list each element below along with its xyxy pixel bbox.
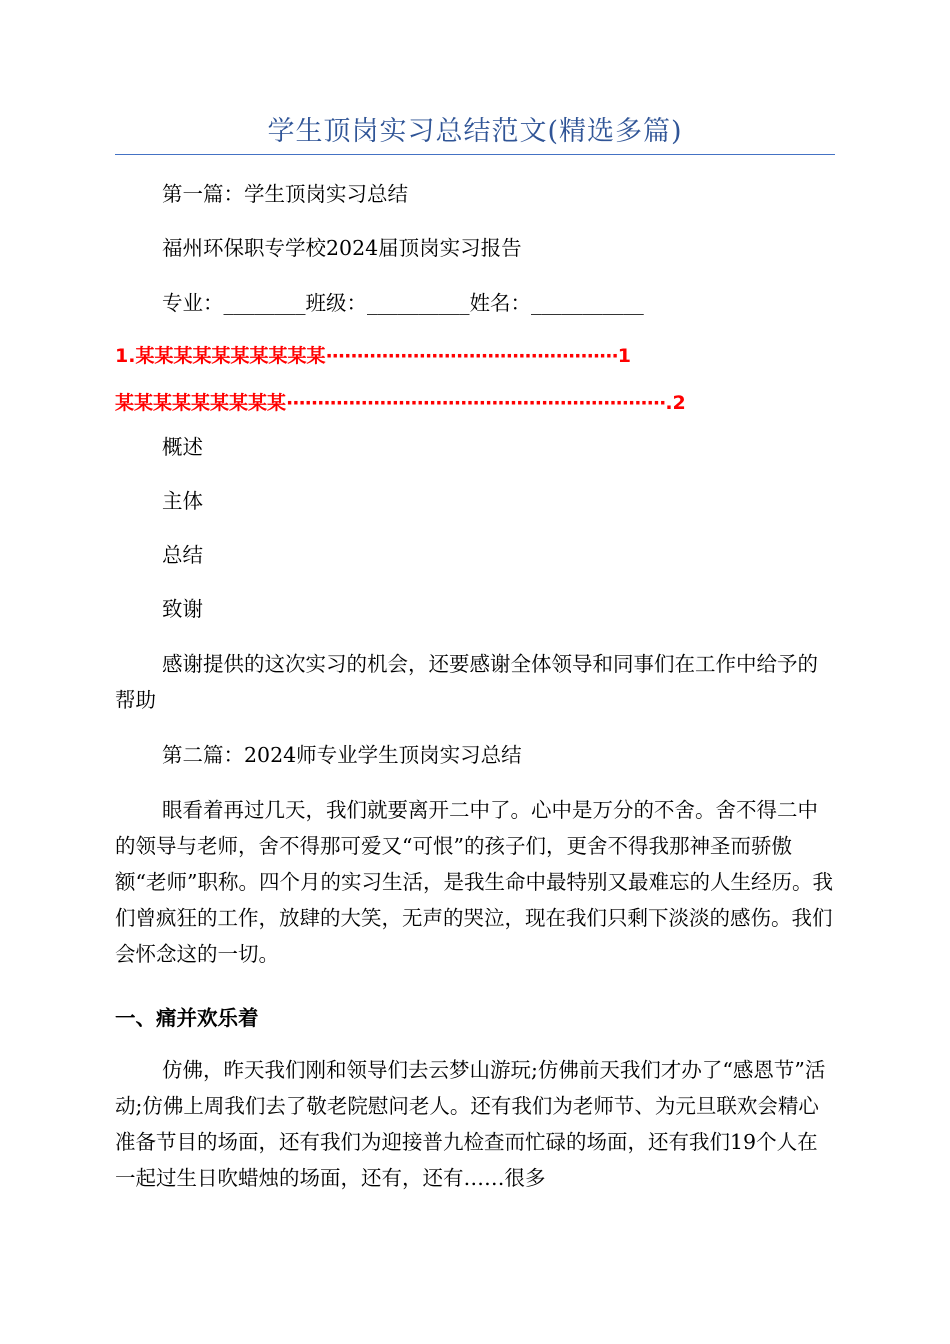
toc-entry-page: .2 <box>665 392 686 414</box>
toc-entry-label: 某某某某某某某某某 <box>115 392 287 414</box>
toc-entry-2[interactable] <box>115 388 835 418</box>
document-title: 学生顶岗实习总结范文(精选多篇) <box>267 116 683 147</box>
school-line: 福州环保职专学校2024届顶岗实习报告 <box>162 236 522 260</box>
toc-entry-leader: ····························································· <box>286 392 666 414</box>
toc-entry-page: 1 <box>617 345 631 367</box>
title-underline <box>115 154 835 155</box>
toc-entry-leader: ··············································· <box>325 345 618 367</box>
thanks-paragraph: 感谢提供的这次实习的机会，还要感谢全体领导和同事们在工作中给予的帮助 <box>115 652 818 712</box>
outline-item-thanks: 致谢 <box>162 597 203 621</box>
section1-heading: 一、痛并欢乐着 <box>115 1006 259 1030</box>
section1-paragraph: 仿佛，昨天我们刚和领导们去云梦山游玩;仿佛前天我们才办了“感恩节”活动;仿佛上周我们去了敬老院慰问老人。还有我们为老师节、为元旦联欢会精心准备节目的场面，还有我们为迎接普九检查而忙碌的场面，还有我们19个人在一起过生日吹蜡烛的场面，还有，还有……很多 <box>115 1058 826 1190</box>
outline-item-overview: 概述 <box>162 435 203 459</box>
intro-paragraph: 眼看着再过几天，我们就要离开二中了。心中是万分的不舍。舍不得二中的领导与老师，舍不得那可爱又“可恨”的孩子们，更舍不得我那神圣而骄傲额“老师”职称。四个月的实习生活，是我生命中最特别又最难忘的人生经历。我们曾疯狂的工作，放肆的大笑，无声的哭泣，现在我们只剩下淡淡的感伤。我们会怀念这的一切。 <box>115 798 833 966</box>
part2-heading: 第二篇：2024师专业学生顶岗实习总结 <box>162 743 522 767</box>
outline-item-summary: 总结 <box>162 543 203 567</box>
toc-entry-label: 1.某某某某某某某某某某 <box>115 345 326 367</box>
toc-entry-1[interactable] <box>115 341 755 371</box>
outline-item-body: 主体 <box>162 489 203 513</box>
fields-line: 专业：________班级：__________姓名：___________ <box>162 291 644 315</box>
part1-heading: 第一篇：学生顶岗实习总结 <box>162 182 408 206</box>
